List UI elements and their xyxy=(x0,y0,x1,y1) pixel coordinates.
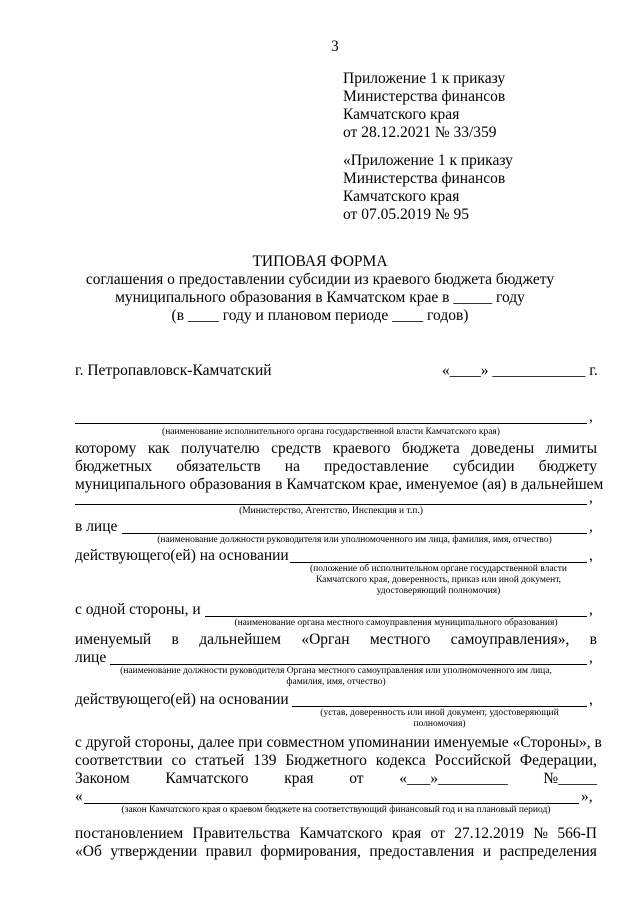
caption-basis: (положение об исполнительном органе государственной власти Камчатского края, доверенность, приказ или иной документ, удостоверяющий полномочия) xyxy=(309,564,568,596)
form-subtitle-line: соглашения о предоставлении субсидии из краевого бюджета бюджету xyxy=(85,271,555,288)
law-blank xyxy=(84,803,579,804)
caption-local-head: (наименование должности руководителя Органа местного самоуправления или уполномоченного им лица, фамилия, имя, отчество) xyxy=(120,666,552,687)
body-line-obligations: бюджетных обязательств на предоставление субсидии бюджету xyxy=(75,458,597,475)
body-line-named-local: именуемый в дальнейшем «Орган местного самоуправления», в xyxy=(75,631,597,648)
charter-blank xyxy=(292,706,587,707)
caption-law: (закон Камчатского края о краевом бюджете на соответствующий финансовый год и на плановый период) xyxy=(121,805,551,815)
in-person-label: в лице xyxy=(75,518,118,535)
body-line-law: Законом Камчатского края от «___»_________ №_____ xyxy=(75,770,597,787)
person-label: лице xyxy=(75,649,107,666)
comma: , xyxy=(589,691,593,708)
appendix-line: Министерства финансов xyxy=(343,170,506,187)
appendix-line: от 28.12.2021 № 33/359 xyxy=(343,124,497,141)
acting-basis-label: действующего(ей) на основании xyxy=(75,547,289,564)
comma: , xyxy=(589,518,593,535)
caption-executive-body: (наименование исполнительного органа государственной власти Камчатского края) xyxy=(162,427,500,437)
comma: , xyxy=(589,408,593,425)
local-body-blank xyxy=(205,616,587,617)
caption-local-body: (наименование органа местного самоуправления муниципального образования) xyxy=(234,618,558,628)
law-quote-open: « xyxy=(75,788,83,805)
appendix-line: Министерства финансов xyxy=(343,88,506,105)
caption-ministry: (Министерство, Агентство, Инспекция и т.п.) xyxy=(239,506,423,516)
appendix-current xyxy=(343,70,505,142)
comma: , xyxy=(589,547,593,564)
page-number: 3 xyxy=(331,38,339,55)
other-side-line: с другой стороны, далее при совместном упоминании именуемые «Стороны», в xyxy=(75,734,602,751)
caption-charter: (устав, доверенность или иной документ, удостоверяющий полномочия) xyxy=(320,708,559,729)
body-line-resolution: постановлением Правительства Камчатского края от 27.12.2019 № 566-П xyxy=(75,825,597,842)
body-line-rules: «Об утверждении правил формирования, предоставления и распределения xyxy=(75,843,597,860)
appendix-line: Приложение 1 к приказу xyxy=(343,70,506,87)
body-line-recipient: которому как получателю средств краевого бюджета доведены лимиты xyxy=(75,440,597,457)
appendix-previous xyxy=(343,152,513,224)
comma: , xyxy=(589,601,593,618)
position-person-blank xyxy=(122,533,587,534)
law-quote-close: », xyxy=(581,788,593,805)
local-head-blank xyxy=(110,664,587,665)
body-line-accordance: соответствии со статьей 139 Бюджетного кодекса Российской Федерации, xyxy=(75,752,597,769)
appendix-line: Камчатского края xyxy=(343,188,460,205)
comma: , xyxy=(589,489,593,506)
appendix-line: «Приложение 1 к приказу xyxy=(343,152,513,169)
body-line-municipality: муниципального образования в Камчатском крае, именуемое (ая) в дальнейшем xyxy=(75,476,604,493)
caption-position-person: (наименование должности руководителя или уполномоченного им лица, фамилия, имя, отчество) xyxy=(157,535,552,545)
one-side-label: с одной стороны, и xyxy=(75,601,201,618)
ministry-blank xyxy=(75,504,587,505)
place-of-signing: г. Петропавловск-Камчатский xyxy=(75,362,272,379)
basis-blank xyxy=(290,562,587,563)
comma: , xyxy=(589,649,593,666)
form-subtitle-line: муниципального образования в Камчатском крае в _____ году xyxy=(115,289,525,306)
appendix-line: от 07.05.2019 № 95 xyxy=(343,206,469,223)
executive-body-blank xyxy=(75,423,587,424)
form-subtitle-line: (в ____ году и плановом периоде ____ годов) xyxy=(171,307,469,324)
form-title: ТИПОВАЯ ФОРМА xyxy=(252,253,388,270)
appendix-line: Камчатского края xyxy=(343,106,460,123)
signing-date-field: «____» ____________ г. xyxy=(442,362,598,379)
acting-basis-label-2: действующего(ей) на основании xyxy=(75,691,289,708)
